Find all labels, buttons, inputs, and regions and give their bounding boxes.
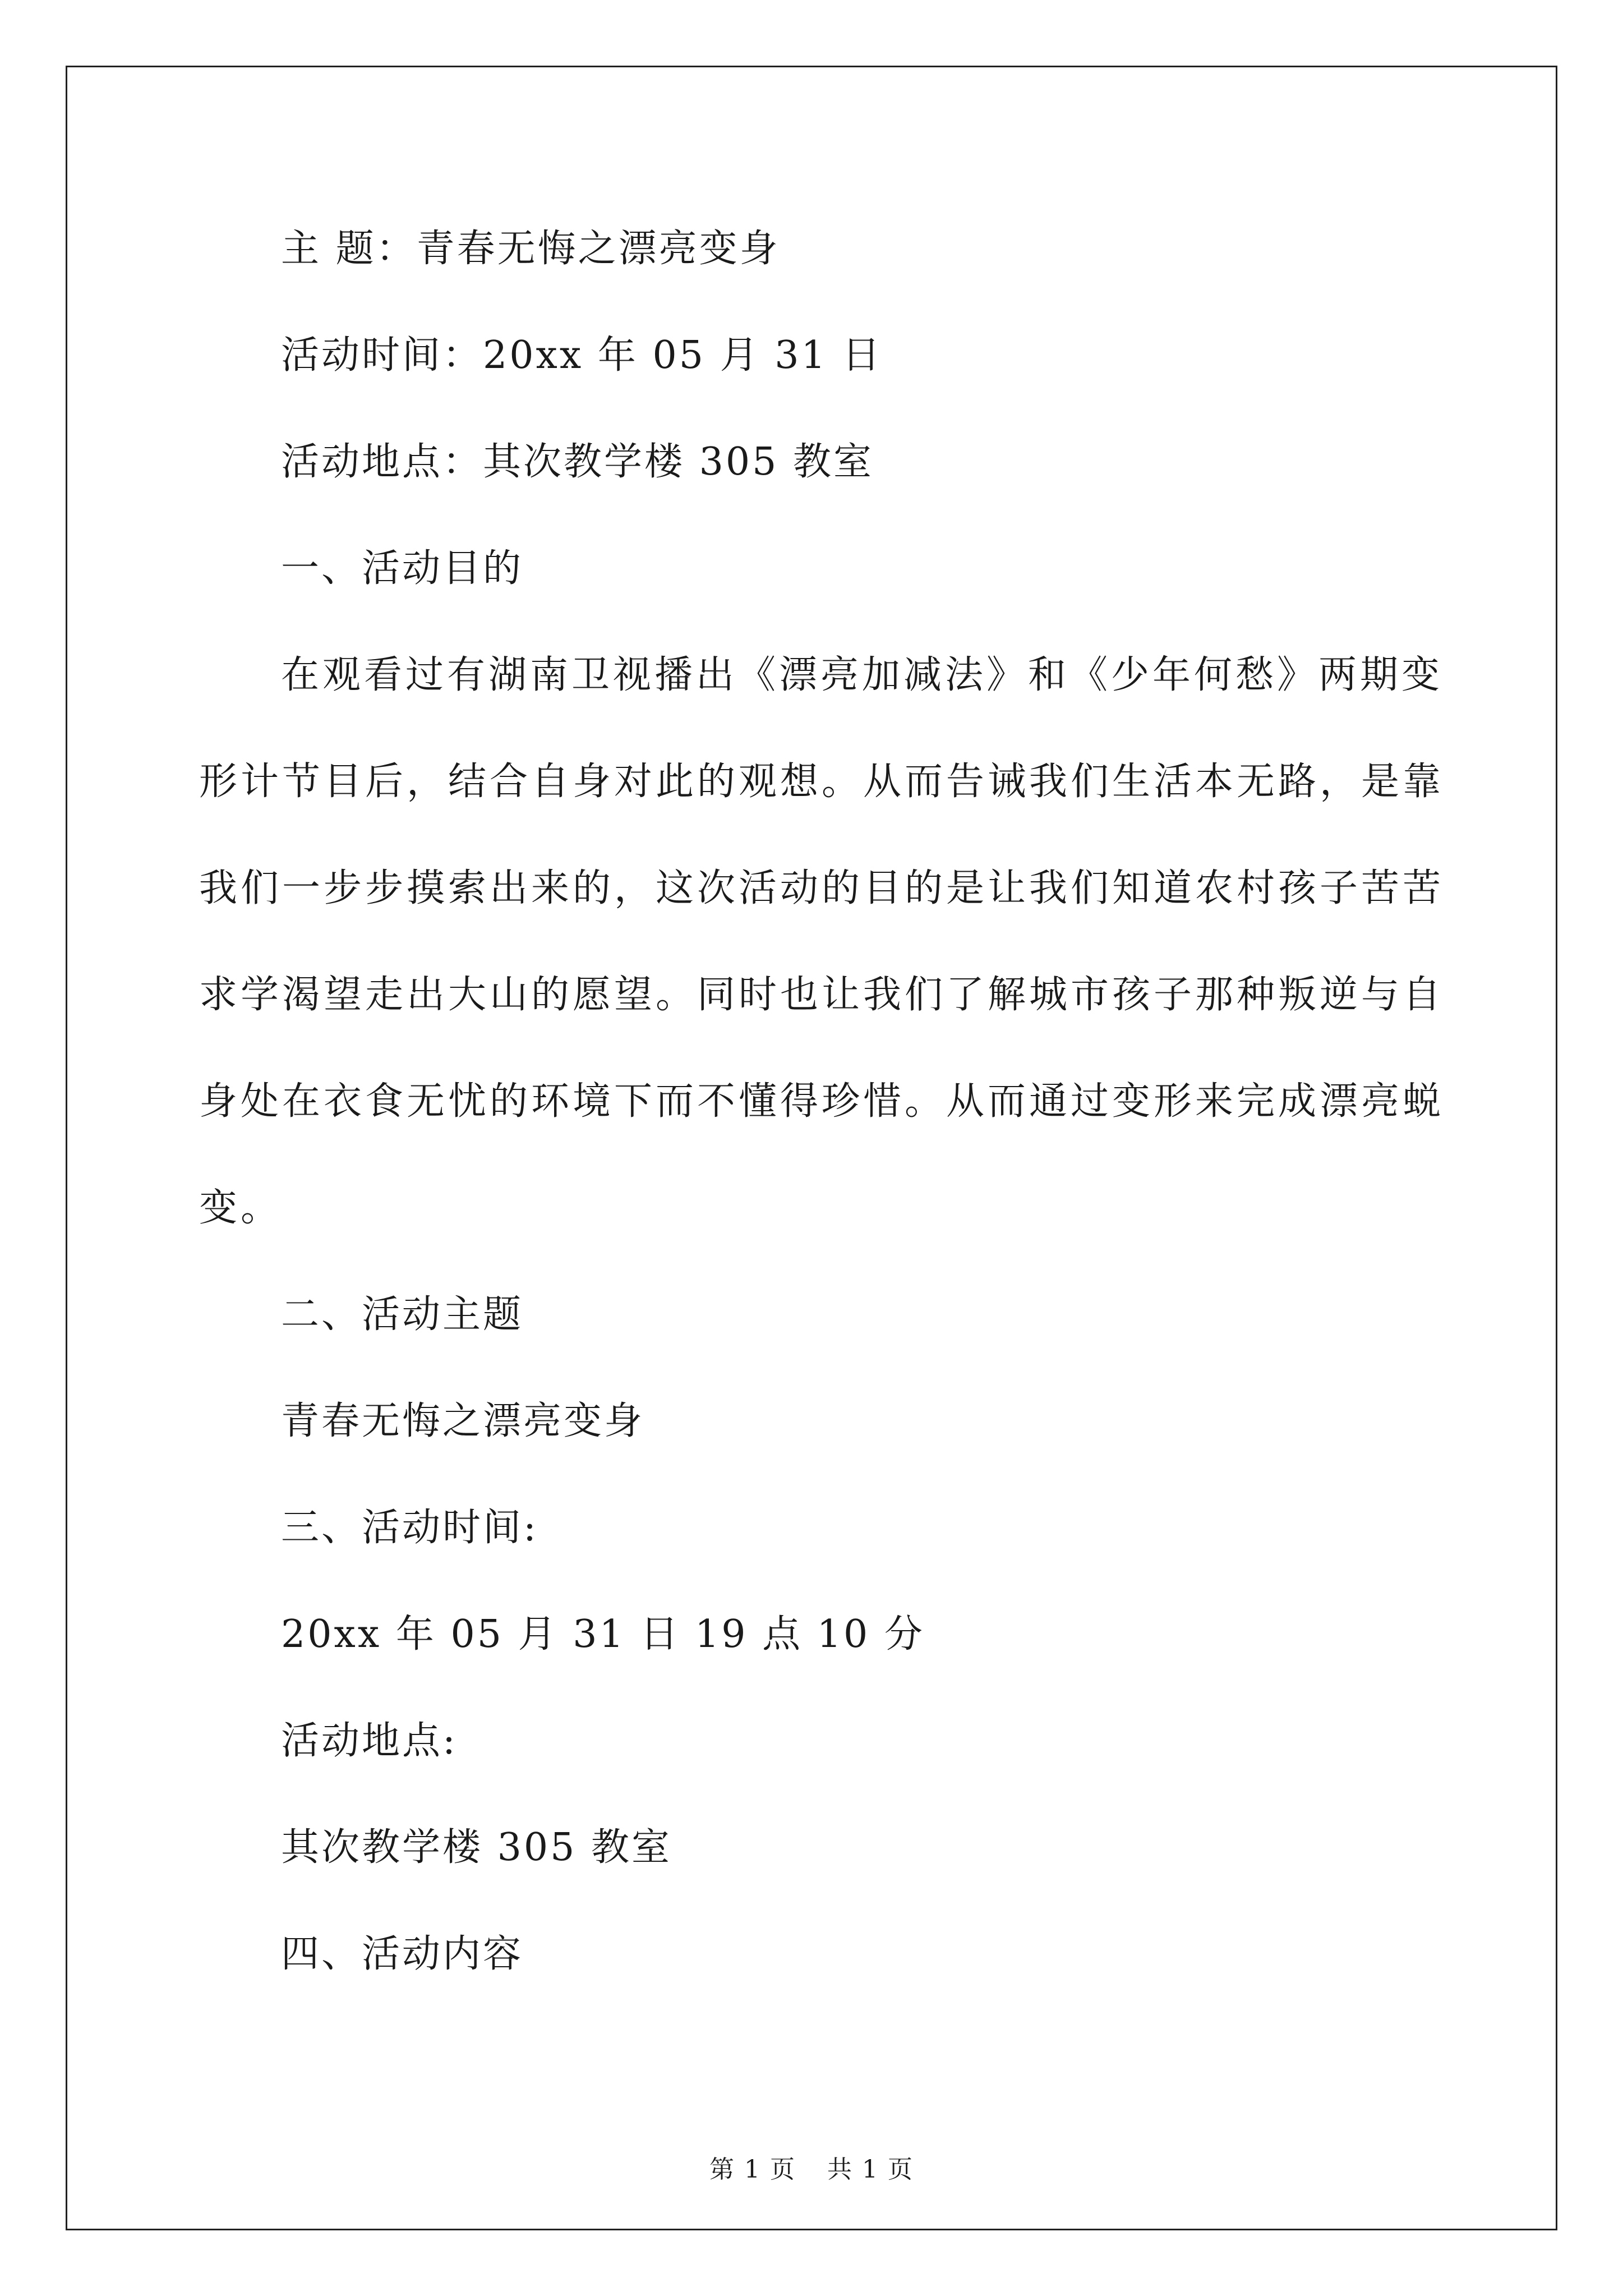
theme-text: 青春无悔之漂亮变身 [281, 1399, 645, 1443]
paragraph-line: 身处在衣食无忧的环境下而不懂得珍惜。从而通过变形来完成漂亮蜕 [199, 1079, 1445, 1124]
location-heading: 活动地点: [281, 1719, 458, 1763]
section-heading-theme: 二、活动主题 [281, 1292, 524, 1337]
topic-line: 主 题：青春无悔之漂亮变身 [281, 227, 780, 271]
section-heading-content: 四、活动内容 [281, 1932, 524, 1976]
page-number: 第 1 页 [709, 2155, 796, 2184]
time-text: 20xx 年 05 月 31 日 19 点 10 分 [281, 1612, 925, 1657]
paragraph-line: 在观看过有湖南卫视播出《漂亮加减法》和《少年何愁》两期变 [281, 653, 1444, 697]
paragraph-line: 我们一步步摸索出来的，这次活动的目的是让我们知道农村孩子苦苦 [199, 866, 1445, 910]
location-text: 其次教学楼 305 教室 [281, 1825, 672, 1870]
paragraph-line: 变。 [199, 1186, 283, 1230]
page-border [66, 66, 1557, 2230]
paragraph-line: 求学渴望走出大山的愿望。同时也让我们了解城市孩子那种叛逆与自 [199, 973, 1445, 1017]
paragraph-line: 形计节目后，结合自身对此的观想。从而告诫我们生活本无路，是靠 [199, 760, 1445, 804]
section-heading-purpose: 一、活动目的 [281, 546, 524, 591]
page-footer [0, 2154, 1623, 2185]
page-total: 共 1 页 [827, 2155, 914, 2184]
activity-time-line: 活动时间：20xx 年 05 月 31 日 [281, 333, 883, 378]
section-heading-time: 三、活动时间: [281, 1506, 538, 1550]
activity-location-line: 活动地点：其次教学楼 305 教室 [281, 440, 874, 484]
